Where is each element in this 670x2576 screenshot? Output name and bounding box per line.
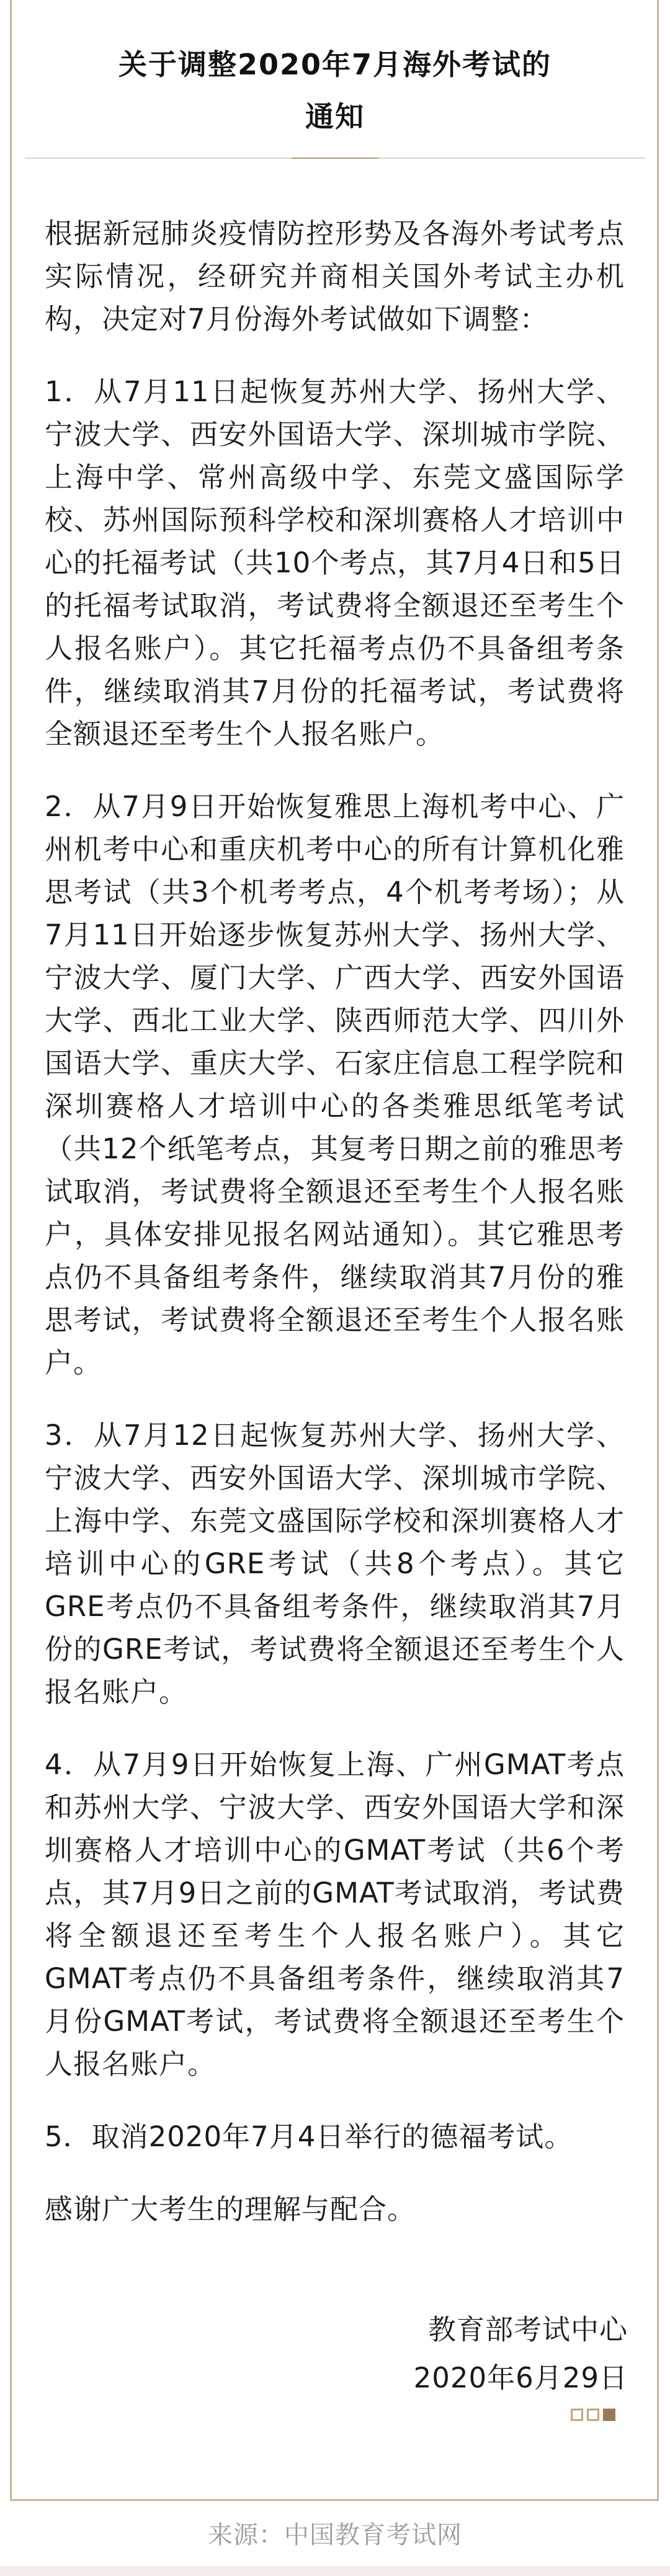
notice-title <box>25 38 645 143</box>
signer: 教育部考试中心 <box>427 2313 628 2346</box>
item-toefl-paragraph: 1．从7月11日起恢复苏州大学、扬州大学、宁波大学、西安外国语大学、深圳城市学院、上海中学、常州高级中学、东莞文盛国际学校、苏州国际预科学校和深圳赛格人才培训中心的托福考试（共10个考点，其7月4日和5日的托福考试取消，考试费将全额退还至考生个人报名账户）。其它托福考点仍不具备组考条件，继续取消其7月份的托福考试，考试费将全额退还至考生个人报名账户。 <box>45 375 625 750</box>
square-outline-icon <box>587 2409 599 2421</box>
square-outline-icon <box>571 2409 583 2421</box>
notice-body <box>45 212 625 2260</box>
title-line-2: 通知 <box>305 100 365 133</box>
item-gmat-paragraph: 4．从7月9日开始恢复上海、广州GMAT考点和苏州大学、宁波大学、西安外国语大学和深圳赛格人才培训中心的GMAT考试（共6个考点，其7月9日之前的GMAT考试取消，考试费将全额退还至考生个人报名账户）。其它GMAT考点仍不具备组考条件，继续取消其7月份GMAT考试，考试费将全额退还至考生个人报名账户。 <box>45 1748 625 2081</box>
source-footer <box>0 2505 670 2576</box>
source-label: 来源：中国教育考试网 <box>208 2521 462 2549</box>
title-divider-accent <box>292 158 378 159</box>
intro-paragraph: 根据新冠肺炎疫情防控形势及各海外考试考点实际情况，经研究并商相关国外考试主办机构，决定对7月份海外考试做如下调整： <box>45 217 625 335</box>
decorative-squares-icon <box>571 2406 633 2423</box>
square-filled-icon <box>603 2409 615 2421</box>
footer-strip <box>0 2566 670 2576</box>
item-testdaf-paragraph: 5．取消2020年7月4日举行的德福考试。 <box>45 2120 573 2153</box>
title-line-1: 关于调整2020年7月海外考试的 <box>118 48 552 81</box>
frame-bottom-border <box>10 2499 659 2501</box>
item-gre-paragraph: 3．从7月12日起恢复苏州大学、扬州大学、宁波大学、西安外国语大学、深圳城市学院、上海中学、东莞文盛国际学校和深圳赛格人才培训中心的GRE考试（共8个考点）。其它GRE考点仍不具备组考条件，继续取消其7月份的GRE考试，考试费将全额退还至考生个人报名账户。 <box>45 1419 625 1708</box>
thanks-paragraph: 感谢广大考生的理解与配合。 <box>45 2193 416 2226</box>
title-divider <box>25 158 645 159</box>
issue-date: 2020年6月29日 <box>413 2361 628 2394</box>
item-ielts-paragraph: 2．从7月9日开始恢复雅思上海机考中心、广州机考中心和重庆机考中心的所有计算机化雅思考试（共3个机考考点，4个机考考场）；从7月11日开始逐步恢复苏州大学、扬州大学、宁波大学、厦门大学、广西大学、西安外国语大学、西北工业大学、陕西师范大学、四川外国语大学、重庆大学、石家庄信息工程学院和深圳赛格人才培训中心的各类雅思纸笔考试（共12个纸笔考点，其复考日期之前的雅思考试取消，考试费将全额退还至考生个人报名账户，具体安排见报名网站通知）。其它雅思考点仍不具备组考条件，继续取消其7月份的雅思考试，考试费将全额退还至考生个人报名账户。 <box>45 790 625 1379</box>
